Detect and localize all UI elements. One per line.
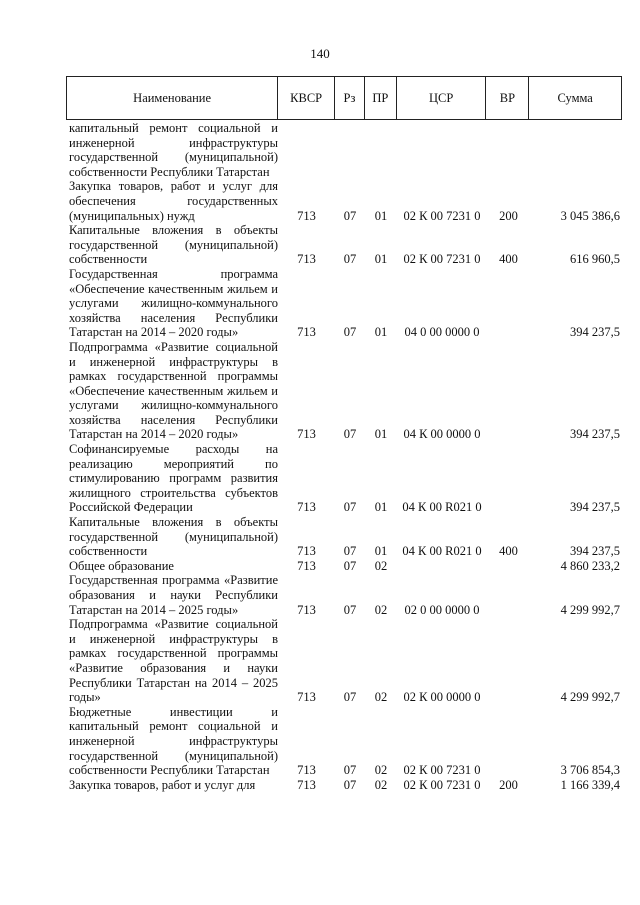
row-csr: 02 К 00 7231 0 [403,763,481,778]
row-csr: 02 К 00 7231 0 [403,777,481,792]
row-pr: 01 [374,544,388,559]
row-sum: 4 299 992,7 [560,690,620,705]
header-rz: Рз [335,77,365,119]
row-name: Подпрограмма «Развитие социальной и инженерной инфраструктуры в рамках государственной программы «Обеспечение качественным жильем и услугами жилищно-коммунального хозяйства населения Республики Татарстан на 2014 – 2020 годы» [69,339,278,442]
row-rz: 07 [343,500,357,515]
row-kvsr: 713 [297,777,316,792]
row-pr: 02 [374,777,388,792]
row-rz: 07 [343,777,357,792]
table-row [66,223,622,267]
row-kvsr: 713 [297,325,316,340]
row-rz: 07 [343,602,357,617]
row-name: Общее образование [69,558,174,573]
row-name: Закупка товаров, работ и услуг для обеспечения государственных (муниципальных) нужд [69,179,278,223]
table-row [66,778,622,793]
row-sum: 616 960,5 [570,252,620,267]
row-kvsr: 713 [297,500,316,515]
row-sum: 1 166 339,4 [560,777,620,792]
row-sum: 3 706 854,3 [560,763,620,778]
row-sum: 3 045 386,6 [560,208,620,223]
row-pr: 01 [374,252,388,267]
row-pr: 01 [374,427,388,442]
table-row [66,559,622,574]
row-rz: 07 [343,252,357,267]
row-rz: 07 [343,690,357,705]
row-name: Закупка товаров, работ и услуг для [69,777,256,792]
row-vr: 200 [499,208,518,223]
row-sum: 394 237,5 [570,325,620,340]
table-row [66,617,622,705]
row-kvsr: 713 [297,544,316,559]
row-rz: 07 [343,544,357,559]
row-kvsr: 713 [297,252,316,267]
row-csr: 02 К 00 7231 0 [403,208,481,223]
row-rz: 07 [343,427,357,442]
row-name: Капитальные вложения в объекты государственной (муниципальной) собственности [69,515,278,559]
row-kvsr: 713 [297,602,316,617]
row-csr: 04 К 00 R021 0 [402,544,482,559]
row-pr: 02 [374,763,388,778]
row-vr: 400 [499,252,518,267]
row-name: Государственная программа «Развитие образования и науки Республики Татарстан на 2014 – 2025 годы» [69,573,278,617]
row-sum: 394 237,5 [570,544,620,559]
row-vr: 400 [499,544,518,559]
row-kvsr: 713 [297,690,316,705]
table-body [66,121,622,792]
header-kvsr: КВСР [278,77,335,119]
row-name: Государственная программа «Обеспечение качественным жильем и услугами жилищно-коммунального хозяйства населения Республики Татарстан на 2014 – 2020 годы» [69,266,278,340]
row-pr: 02 [374,558,388,573]
row-rz: 07 [343,208,357,223]
row-kvsr: 713 [297,558,316,573]
row-name: капитальный ремонт социальной и инженерной инфраструктуры государственной (муниципальной) собственности Республики Татарстан [69,121,278,179]
row-csr: 02 К 00 7231 0 [403,252,481,267]
row-pr: 02 [374,690,388,705]
table-row [66,340,622,442]
row-name: Подпрограмма «Развитие социальной и инженерной инфраструктуры в рамках государственной программы «Развитие образования и науки Республики Татарстан на 2014 – 2025 годы» [69,617,278,705]
table-row [66,179,622,223]
row-kvsr: 713 [297,427,316,442]
row-sum: 394 237,5 [570,427,620,442]
table-row [66,705,622,778]
row-name: Бюджетные инвестиции и капитальный ремонт социальной и инженерной инфраструктуры государственной (муниципальной) собственности Республики Татарстан [69,704,278,778]
header-sum: Сумма [557,90,593,105]
table-row [66,442,622,515]
row-rz: 07 [343,325,357,340]
row-csr: 02 0 00 0000 0 [404,602,480,617]
row-pr: 01 [374,208,388,223]
row-sum: 4 860 233,2 [560,558,620,573]
header-pr: ПР [365,77,397,119]
table-row [66,267,622,340]
row-csr: 04 0 00 0000 0 [404,325,480,340]
row-rz: 07 [343,558,357,573]
row-csr: 02 К 00 0000 0 [403,690,481,705]
row-sum: 394 237,5 [570,500,620,515]
row-name: Капитальные вложения в объекты государственной (муниципальной) собственности [69,223,278,267]
row-kvsr: 713 [297,208,316,223]
page-number: 140 [310,46,330,61]
row-pr: 01 [374,325,388,340]
row-vr: 200 [499,777,518,792]
row-sum: 4 299 992,7 [560,602,620,617]
row-pr: 01 [374,500,388,515]
row-csr: 04 К 00 0000 0 [403,427,481,442]
table-row [66,121,622,179]
header-csr: ЦСР [397,77,487,119]
header-vr: ВР [486,77,529,119]
row-name: Софинансируемые расходы на реализацию мероприятий по стимулированию программ развития жилищного строительства субъектов Российской Федерации [69,442,278,515]
row-csr: 04 К 00 R021 0 [402,500,482,515]
row-rz: 07 [343,763,357,778]
row-pr: 02 [374,602,388,617]
table-header [66,76,622,120]
table-row [66,573,622,617]
table-row [66,515,622,559]
row-kvsr: 713 [297,763,316,778]
header-name: Наименование [67,77,278,119]
